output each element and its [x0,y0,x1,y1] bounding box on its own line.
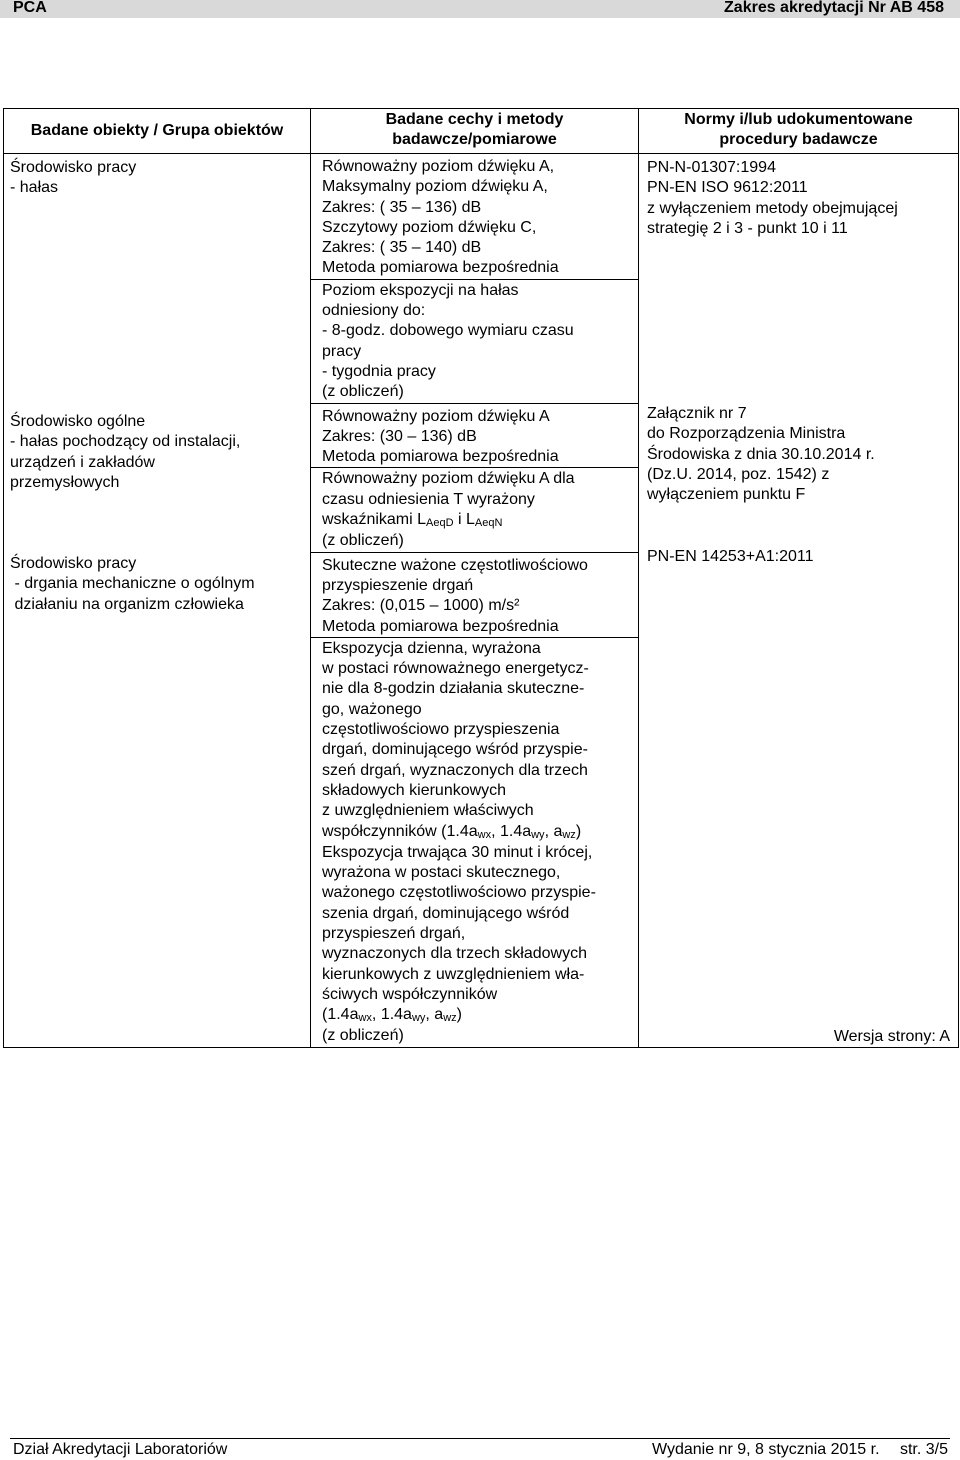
page-version: Wersja strony: A [833,1028,950,1045]
header-organization: PCA [13,0,47,16]
method-block: Ekspozycja dzienna, wyrażona w postaci równoważnego energetycz- nie dla 8-godzin działania skuteczne- go, ważonego częstotliwościowo przyspieszenia drgań, dominującego wśród przyspie- szeń drgań, wyznaczonych dla trzech składowych kierunkowych z uwzględnieniem właściwych współczynników ($1.4a_{wx}$, $1.4a_{wy}$, $a_{wz}$) Ekspozycja trwająca 30 minut i krócej, wyrażona w postaci skutecznego, ważonego częstotliwościowo przyspie- szenia drgań, dominującego wśród przyspieszeń drgań, wyznaczonych dla trzech składowych kierunkowych z uwzględnieniem wła- ściwych współczynników ($1.4a_{wx}$, $1.4a_{wy}$, $a_{wz}$) (z obliczeń) [311,638,638,1047]
norm-group-noise-environment: Załącznik nr 7 do Rozporządzenia Ministra Środowiska z dnia 30.10.2014 r. (Dz.U. 2014, poz. 1542) z wyłączeniem punktu F [647,405,875,504]
method-block: Poziom ekspozycji na hałas odniesiony do: - 8-godz. dobowego wymiaru czasu pracy - tygodnia pracy (z obliczeń) [311,280,638,404]
header-objects: Badane obiekty / Grupa obiektów [4,109,311,154]
header-scope-title: Zakres akredytacji Nr AB 458 [724,0,944,16]
method-indicators-line: wskaźnikami $L_{AeqD}$ i $L_{AeqN}$ [322,511,503,530]
accreditation-table [3,108,959,1048]
footer-divider [10,1438,950,1439]
page-header [0,0,960,18]
norms-cell [639,154,959,1048]
footer-department: Dział Akredytacji Laboratoriów [13,1441,228,1458]
norm-group-vibration: PN-EN 14253+A1:2011 [647,548,814,565]
coefficients-line: współczynników ($1.4a_{wx}$, $1.4a_{wy}$, $a_{wz}$) [322,822,582,841]
norm-group-noise-work: PN-N-01307:1994 PN-EN ISO 9612:2011 z wyłączeniem metody obejmującej strategię 2 i 3 - punkt 10 i 11 [647,159,898,237]
method-block: Równoważny poziom dźwięku A, Maksymalny poziom dźwięku A, Zakres: ( 35 – 136) dB Szczytowy poziom dźwięku C, Zakres: ( 35 – 140) dB Metoda pomiarowa bezpośrednia [311,154,638,280]
footer-page-number: str. 3/5 [899,1441,948,1458]
objects-cell [4,154,311,1048]
methods-cell [311,154,639,1048]
object-group-noise-work: Środowisko pracy - hałas [10,159,137,197]
method-block: Skuteczne ważone częstotliwościowo przyspieszenie drgań Zakres: (0,015 – 1000) m/s² Metoda pomiarowa bezpośrednia [311,553,638,638]
header-methods: Badane cechy i metody badawcze/pomiarowe [311,109,639,154]
object-group-vibration: Środowisko pracy - drgania mechaniczne o ogólnym działaniu na organizm człowieka [10,555,255,613]
footer-edition: Wydanie nr 9, 8 stycznia 2015 r. [652,1441,880,1458]
object-group-noise-environment: Środowisko ogólne - hałas pochodzący od instalacji, urządzeń i zakładów przemysłowych [10,413,241,491]
method-block: Równoważny poziom dźwięku A Zakres: (30 – 136) dB Metoda pomiarowa bezpośrednia [311,404,638,469]
coefficients-line: ($1.4a_{wx}$, $1.4a_{wy}$, $a_{wz}$) [322,1006,462,1025]
table-row [4,154,959,1048]
method-block: Równoważny poziom dźwięku A dla czasu odniesienia T wyrażony wskaźnikami $L_{AeqD}$ i $L_{AeqN}$ (z obliczeń) [311,468,638,552]
table-header-row [4,109,959,154]
header-norms: Normy i/lub udokumentowane procedury badawcze [639,109,959,154]
